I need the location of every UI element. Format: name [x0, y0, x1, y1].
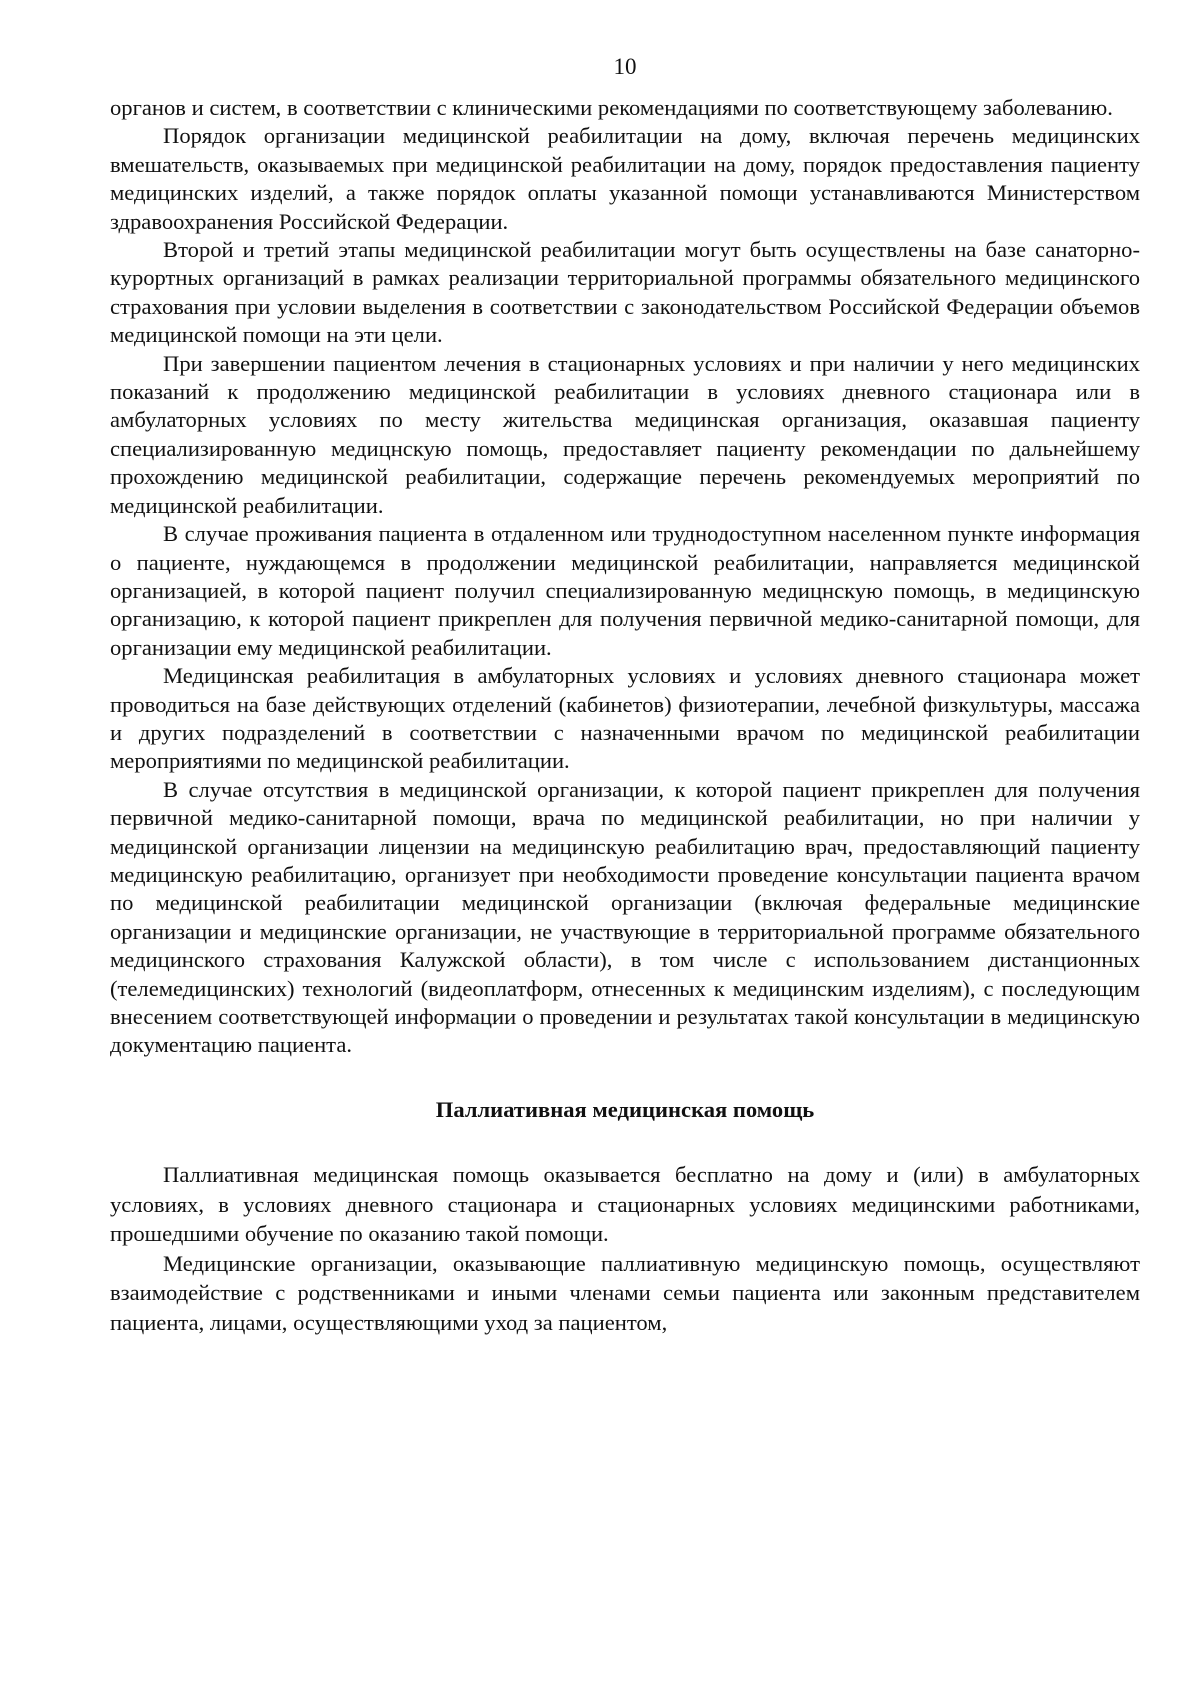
rehabilitation-section: [110, 94, 1140, 1060]
paragraph-8: Паллиативная медицинская помощь оказывается бесплатно на дому и (или) в амбулаторных условиях, в условиях дневного стационара и стационарных условиях медицинскими работниками, прошедшими обучение по оказанию такой помощи.: [110, 1162, 1140, 1247]
paragraph-6: Медицинская реабилитация в амбулаторных условиях и условиях дневного стационара может проводиться на базе действующих отделений (кабинетов) физиотерапии, лечебной физкультуры, массажа и других подразделений в соответствии с назначенными врачом по медицинской реабилитации мероприятиями по медицинской реабилитации.: [110, 663, 1140, 774]
document-page: [110, 52, 1140, 1337]
paragraph-1: органов и систем, в соответствии с клиническими рекомендациями по соответствующему заболеванию.: [110, 95, 1113, 120]
palliative-care-section: [110, 1160, 1140, 1337]
paragraph-5: В случае проживания пациента в отдаленном или труднодоступном населенном пункте информация о пациенте, нуждающемся в продолжении медицинской реабилитации, направляется медицинской организацией, в которой пациент получил специализированную медицнскую помощь, в медицинскую организацию, к которой пациент прикреплен для получения первичной медико-санитарной помощи, для организации ему медицинской реабилитации.: [110, 521, 1140, 660]
paragraph-2: Порядок организации медицинской реабилитации на дому, включая перечень медицинских вмешательств, оказываемых при медицинской реабилитации на дому, порядок предоставления пациенту медицинских изделий, а также порядок оплаты указанной помощи устанавливаются Министерством здравоохранения Российской Федерации.: [110, 123, 1140, 234]
paragraph-9: Медицинские организации, оказывающие паллиативную медицинскую помощь, осуществляют взаимодействие с родственниками и иными членами семьи пациента или законным представителем пациента, лицами, осуществляющими уход за пациентом,: [110, 1250, 1140, 1335]
paragraph-3: Второй и третий этапы медицинской реабилитации могут быть осуществлены на базе санаторно-курортных организаций в рамках реализации территориальной программы обязательного медицинского страхования при условии выделения в соответствии с законодательством Российской Федерации объемов медицинской помощи на эти цели.: [110, 237, 1140, 348]
paragraph-7: В случае отсутствия в медицинской организации, к которой пациент прикреплен для получения первичной медико-санитарной помощи, врача по медицинской реабилитации, но при наличии у медицинской организации лицензии на медицинскую реабилитацию врач, предоставляющий пациенту медицинскую реабилитацию, организует при необходимости проведение консультации пациента врачом по медицинской реабилитации медицинской организации (включая федеральные медицинские организации и медицинские организации, не участвующие в территориальной программе обязательного медицинского страхования Калужской области), в том числе с использованием дистанционных (телемедицинских) технологий (видеоплатформ, отнесенных к медицинским изделиям), с последующим внесением соответствующей информации о проведении и результатах такой консультации в медицинскую документацию пациента.: [110, 776, 1140, 1058]
paragraph-4: При завершении пациентом лечения в стационарных условиях и при наличии у него медицинских показаний к продолжению медицинской реабилитации в условиях дневного стационара или в амбулаторных условиях по месту жительства медицинская организация, оказавшая пациенту специализированную медицнскую помощь, предоставляет пациенту рекомендации по дальнейшему прохождению медицинской реабилитации, содержащие перечень рекомендуемых мероприятий по медицинской реабилитации.: [110, 350, 1140, 518]
page-number: 10: [613, 54, 637, 79]
section-heading-palliative-care: Паллиативная медицинская помощь: [435, 1096, 815, 1122]
